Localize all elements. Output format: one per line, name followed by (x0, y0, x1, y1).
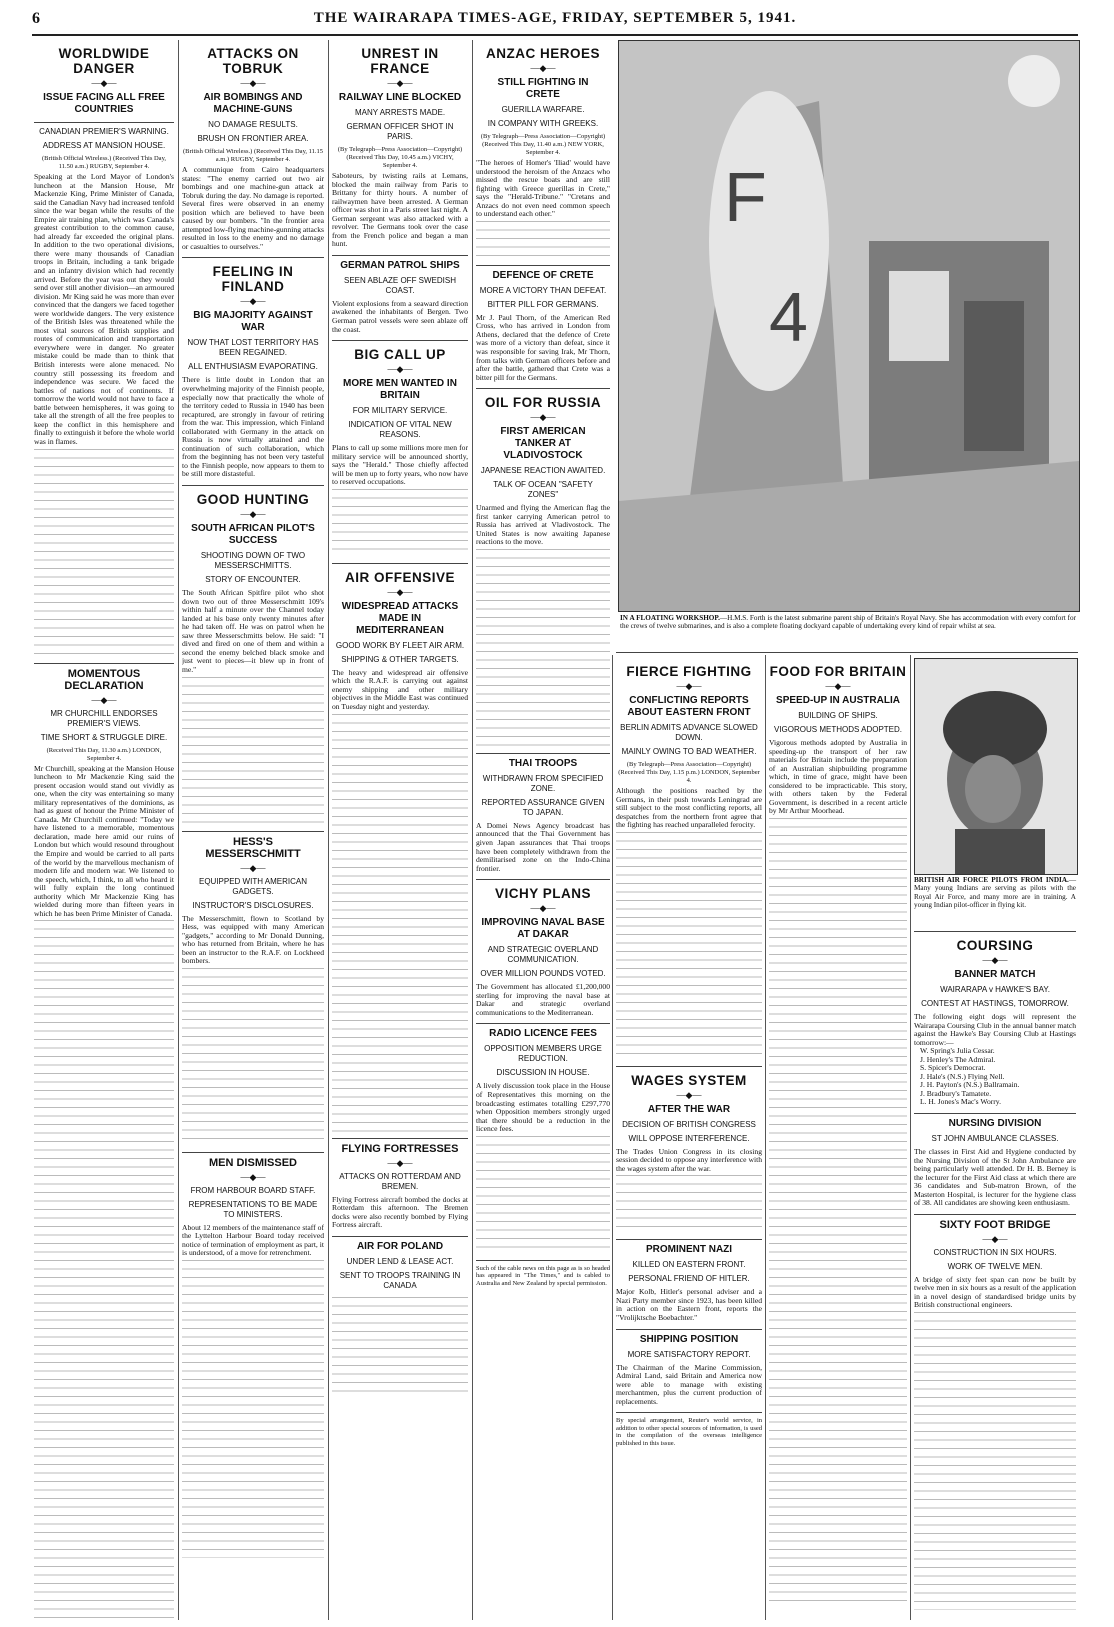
headline: MEN DISMISSED (208, 1156, 297, 1169)
article-text-continued (332, 712, 468, 1132)
divider (332, 340, 468, 341)
column-rule (472, 40, 473, 1620)
subheadline: BIG MAJORITY AGAINST WAR (193, 310, 313, 334)
dateline: (British Official Wireless.) (Received This Day, 11.15 a.m.) RUGBY, September 4. (182, 148, 324, 163)
caption-lead: BRITISH AIR FORCE PILOTS FROM INDIA. (914, 876, 1069, 884)
article-body: "The heroes of Homer's 'Iliad' would have understood the heroism of the Anzacs who missed the rescue boats and are still fighting with Greece guerillas in Crete," says the "Herald-Tribune." "Cretans and Anzacs do not even need common speech to understand each other." (476, 158, 610, 219)
indian-pilot-photo (914, 658, 1078, 875)
article-text-continued (616, 830, 762, 1060)
deck: CANADIAN PREMIER'S WARNING. (39, 127, 169, 136)
column-rule (178, 40, 179, 1620)
divider: —◆— (240, 862, 266, 873)
newspaper-title: THE WAIRARAPA TIMES-AGE, FRIDAY, SEPTEMBER 5, 1941. (313, 10, 797, 26)
headline: OIL FOR RUSSIA (484, 395, 602, 411)
article-body: The Messerschmitt, flown to Scotland by Hess, was equipped with many American "gadgets," according to Mr Donald Dunning, who has returned from Britain, where he has been an instructor to the R.A.F. on Lockheed bombers. (182, 913, 324, 966)
masthead (32, 8, 1078, 36)
article-body: Violent explosions from a seaward direction awakened the inhabitants of Bergen. Two German patrol vessels were seen ablaze off the coast. (332, 298, 468, 334)
pilot-portrait-illustration (915, 659, 1077, 874)
divider: —◆— (530, 903, 556, 914)
dateline: (By Telegraph—Press Association—Copyright) (Received This Day, 10.45 a.m.) VICHY, September 4. (337, 146, 463, 169)
svg-text:4: 4 (769, 278, 808, 356)
deck: EQUIPPED WITH AMERICAN GADGETS. (198, 876, 307, 896)
list-item: J. Hale's (N.S.) Flying Nell. (920, 1071, 1005, 1081)
divider: —◆— (982, 1233, 1008, 1244)
divider: —◆— (387, 1157, 413, 1168)
article-text-continued (616, 1173, 762, 1233)
headline: FLYING FORTRESSES (341, 1142, 459, 1155)
deck: CONSTRUCTION IN SIX HOURS. (933, 1247, 1057, 1257)
column-4 (476, 40, 610, 1620)
subheadline: AIR FOR POLAND (356, 1240, 444, 1252)
divider: —◆— (676, 1089, 702, 1100)
article-body: Unarmed and flying the American flag the first tanker carrying American petrol to Russia has arrived at Vladivostock. The United States is now awaiting Japanese reactions to the move. (476, 503, 610, 547)
deck: TALK OF OCEAN "SAFETY ZONES" (493, 480, 593, 500)
divider: —◆— (982, 955, 1008, 965)
divider (476, 388, 610, 389)
headline: UNREST IN FRANCE (361, 46, 439, 76)
article-body: The Chairman of the Marine Commission, Admiral Land, said Britain and America now were able to manage with existing merchantmen, plus the current production of replacements. (616, 1362, 762, 1406)
divider: —◆— (387, 364, 413, 375)
deck: BUILDING OF SHIPS. (798, 711, 878, 720)
article-text-continued (476, 1134, 610, 1254)
column-rule (765, 655, 766, 1620)
deck: MANY ARRESTS MADE. (354, 108, 446, 117)
article-text-continued (769, 816, 907, 1606)
deck: MAINLY OWING TO BAD WEATHER. (621, 747, 757, 756)
headline: ATTACKS ON TOBRUK (207, 46, 299, 76)
photo-caption (620, 614, 1076, 631)
list-item: J. Bradbury's Tamatete. (920, 1088, 992, 1098)
headline: FIERCE FIGHTING (626, 664, 752, 679)
divider: —◆— (240, 1171, 266, 1182)
deck: GERMAN OFFICER SHOT IN PARIS. (346, 122, 454, 141)
deck: INDICATION OF VITAL NEW REASONS. (348, 420, 452, 440)
headline: MOMENTOUS DECLARATION (64, 667, 144, 692)
deck: WILL OPPOSE INTERFERENCE. (628, 1133, 750, 1143)
subheadline: GERMAN PATROL SHIPS (340, 259, 460, 271)
divider (476, 753, 610, 754)
subheadline: RADIO LICENCE FEES (489, 1028, 597, 1040)
dateline: (By Telegraph—Press Association—Copyright) (Received This Day, 11.40 a.m.) NEW YORK, September 4. (480, 133, 606, 156)
headline: VICHY PLANS (494, 886, 592, 902)
article-text-continued (914, 1310, 1076, 1610)
workshop-photo-illustration (619, 41, 1079, 611)
deck: PERSONAL FRIEND OF HITLER. (628, 1274, 750, 1284)
column-rule (612, 655, 613, 1620)
divider (34, 122, 174, 123)
footnote: By special arrangement, Reuter's world service, in addition to other special sources of information, is used in the compilation of the overseas intelligence published in this issue. (616, 1417, 762, 1447)
divider (616, 1066, 762, 1067)
divider (914, 1113, 1076, 1114)
subheadline: ISSUE FACING ALL FREE COUNTRIES (43, 92, 165, 115)
deck: VIGOROUS METHODS ADOPTED. (773, 725, 902, 734)
divider (332, 255, 468, 256)
page-number: 6 (32, 10, 40, 27)
article-body: Saboteurs, by twisting rails at Lemans, blocked the main railway from Paris to Brittany for thirty hours. A number of railwaymen have been arrested. A German officer was shot in a Paris street last night. A German sergeant was also attacked with a revolver. The Germans took over the case from the French police and began a man hunt. (332, 171, 468, 249)
article-body: A bridge of sixty feet span can now be built by twelve men in six hours as a result of the application in a novel design of standardised bridge units by British constructional engineers. (914, 1274, 1076, 1310)
deck: NOW THAT LOST TERRITORY HAS BEEN REGAINED. (187, 338, 319, 358)
deck: AND STRATEGIC OVERLAND COMMUNICATION. (487, 945, 599, 965)
article-body: The following eight dogs will represent the Wairarapa Coursing Club in the annual banner match against the Hawke's Bay Coursing Club at Hastings tomorrow:— (914, 1012, 1076, 1047)
article-text-continued (182, 675, 324, 825)
article-text-continued (34, 447, 174, 657)
headline: WAGES SYSTEM (631, 1072, 747, 1088)
article-body: Speaking at the Lord Mayor of London's luncheon at the Mansion House, Mr Mackenzie King, Prime Minister of Canada, said the Canadian Navy had increased tenfold since the war began while the results of the Empire air training plan, which was Canada's greatest contribution to the common cause, had already far exceeded the original plans. In addition to the two operational divisions, there were many thousands of Canadian troops in Britain, including a tank brigade and an infantry division which had recently arrived. Before the year was out they would send over still another division—an armoured division. Mr King said he was more than ever convinced that the dangers we faced together were worldwide dangers. The very existence of the British Isles was threatened while the most vital sources of British supplies and routes of communication and transportation everywhere were in danger. No greater mistake could be made than to think that British interests were alone menaced. No country still possessing its freedom and independence was secure. We faced the battles of nations not of continents. If tomorrow the world would not have to face a battle between hemispheres, it was going to take all the strength of all the free peoples to keep the conflict in this hemisphere and finally to extinguish it before the whole world was in flames. (34, 172, 174, 446)
caption-lead: IN A FLOATING WORKSHOP. (620, 614, 720, 622)
subheadline: FIRST AMERICAN TANKER AT VLADIVOSTOCK (500, 426, 586, 462)
deck: SHOOTING DOWN OF TWO MESSERSCHMITTS. (200, 551, 306, 571)
divider (476, 879, 610, 880)
deck: BITTER PILL FOR GERMANS. (487, 299, 599, 309)
article-body: There is little doubt in London that an overwhelming majority of the Finnish people, especially now that practically the whole of the territory ceded to Russia in 1940 has been recaptured, are strongly in favour of retiring from the war. This impression, which Finland collaborated with Germany in the attack on Russia is now virtually attained and the continuation of such collaboration, which from the beginning has not been very tasteful to the Finnish people, now appears to them to be still more distasteful. (182, 375, 324, 479)
subheadline: THAI TROOPS (508, 757, 578, 769)
deck: SHIPPING & OTHER TARGETS. (341, 654, 459, 664)
divider: —◆— (676, 681, 702, 691)
deck: WORK OF TWELVE MEN. (947, 1261, 1043, 1271)
article-body: Plans to call up some millions more men for military service will be announced shortly, says the "Herald." Those chiefly affected will be men up to forty years, who now have to reserved occupations. (332, 443, 468, 487)
deck: ALL ENTHUSIASM EVAPORATING. (188, 362, 318, 372)
list-item: S. Spicer's Democrat. (920, 1063, 986, 1073)
column-2 (182, 40, 324, 1620)
divider (332, 1138, 468, 1139)
dateline: (By Telegraph—Press Association—Copyright) (Received This Day, 1.15 p.m.) LONDON, September 4. (618, 761, 760, 784)
column-1 (34, 40, 174, 1620)
column-7 (914, 925, 1076, 1618)
divider (476, 1260, 610, 1261)
divider (616, 1329, 762, 1330)
deck: KILLED ON EASTERN FRONT. (632, 1260, 746, 1270)
divider (476, 265, 610, 266)
divider: —◆— (825, 681, 851, 691)
deck: ADDRESS AT MANSION HOUSE. (42, 141, 166, 150)
deck: MR CHURCHILL ENDORSES PREMIER'S VIEWS. (50, 708, 158, 728)
subheadline: RAILWAY LINE BLOCKED (338, 92, 462, 103)
deck: OPPOSITION MEMBERS URGE REDUCTION. (484, 1044, 602, 1064)
column-5 (616, 658, 762, 1618)
submarine-depot-photo (618, 40, 1080, 612)
divider (914, 1214, 1076, 1215)
headline: ANZAC HEROES (485, 46, 600, 61)
headline: GOOD HUNTING (196, 492, 310, 508)
article-body: The heavy and widespread air offensive which the R.A.F. is carrying out against enemy shipping and other military objectives in the Middle East was continued on Tuesday night and yesterday. (332, 667, 468, 712)
list-item: L. H. Jones's Mac's Worry. (920, 1097, 1002, 1107)
article-text-continued (332, 487, 468, 557)
deck: WITHDRAWN FROM SPECIFIED ZONE. (482, 773, 604, 793)
subheadline: NURSING DIVISION (948, 1118, 1042, 1130)
article-text-continued (476, 547, 610, 747)
subheadline: STILL FIGHTING IN CRETE (497, 77, 589, 100)
deck: MORE SATISFACTORY REPORT. (627, 1349, 751, 1359)
divider: —◆— (387, 78, 413, 88)
subheadline: SOUTH AFRICAN PILOT'S SUCCESS (191, 523, 315, 547)
deck: SENT TO TROOPS TRAINING IN CANADA (339, 1270, 461, 1290)
list-item: J. H. Payton's (N.S.) Ballramain. (920, 1080, 1020, 1090)
article-body: Flying Fortress aircraft bombed the docks at Rotterdam this afternoon. The Bremen docks were also recently bombed by Flying Fortress aircraft. (332, 1194, 468, 1230)
article-body: Mr Churchill, speaking at the Mansion House luncheon to Mr Mackenzie King said the present occasion would stand out vividly as one, when the city was entertaining so many military representatives of the dominions, as had as guest of honour the Prime Minister of Canada. Mr Churchill continued: "Today we have listened to a memorable, momentous declaration, made here amid our ruins of London but which would resound throughout the Empire and would be carried to all parts of the world by the marvellous mechanism of modern life and modern war. We listened to the speech, which, I think, to all who heard it will fully explain the long continued authority which Mr Mackenzie King has wielded during more than fifteen years in which he has been Prime Minister of Canada. (34, 763, 174, 918)
deck: IN COMPANY WITH GREEKS. (487, 119, 599, 128)
deck: BERLIN ADMITS ADVANCE SLOWED DOWN. (620, 723, 758, 742)
deck: STORY OF ENCOUNTER. (205, 575, 301, 585)
article-body: A communique from Cairo headquarters states: "The enemy carried out two air bombings and one machine-gun attack at Tobruk during the day. No damage is reported. Several fires were observed in an enemy position which are believed to have been caused by our bombers. "In the frontier area attempted low-flying machine-gunning attacks resulted in loss to the enemy and no damage or casualties to ourselves." (182, 165, 324, 251)
article-body: A Domei News Agency broadcast has announced that the Thai Government has given Japan assurances that Thai troops have been completely withdrawn from the demilitarised zone on the Indo-China frontier. (476, 820, 610, 873)
deck: JAPANESE REACTION AWAITED. (480, 466, 606, 476)
column-rule (328, 40, 329, 1620)
article-body: A lively discussion took place in the House of Representatives this morning on the broadcasting estimates totalling £297,770 when Opposition members strongly urged that there should be a reduction in the licence fees. (476, 1081, 610, 1134)
caption-text: —Many young Indians are serving as pilots with the Royal Air Force, and many more are in training. A young Indian pilot-officer in flying kit. (914, 876, 1076, 910)
article-body: About 12 members of the maintenance staff of the Lyttelton Harbour Board today received notice of termination of employment as part, it is understood, of a move for retrenchment. (182, 1222, 324, 1258)
dog-list (914, 1047, 1076, 1107)
column-3 (332, 40, 468, 1620)
deck: GOOD WORK BY FLEET AIR ARM. (335, 640, 465, 650)
dateline: (Received This Day, 11.30 a.m.) LONDON, September 4. (46, 746, 162, 762)
article-body: Major Kolb, Hitler's personal adviser and a Nazi Party member since 1923, has been killed in action on the Eastern front, reports the "Vrolijktsche Boebachter." (616, 1287, 762, 1323)
divider: —◆— (91, 78, 117, 88)
column-6 (769, 658, 907, 1618)
subheadline: SHIPPING POSITION (639, 1333, 739, 1345)
divider (182, 257, 324, 258)
divider: —◆— (240, 296, 266, 307)
article-body: Mr J. Paul Thorn, of the American Red Cross, who has arrived in London from Athens, declared that the defence of Crete was more of a victory than defeat, since it was responsible for saving Irak, Mr Thorn, from talks with German officers before and after the battle, gathered that Crete was a bitter pill for the Germans. (476, 312, 610, 382)
divider: —◆— (91, 694, 117, 705)
article-text-continued (34, 918, 174, 1618)
deck: UNDER LEND & LEASE ACT. (346, 1256, 454, 1266)
caption-text: —H.M.S. Forth is the latest submarine parent ship of Britain's Royal Navy. She has accommodation with every comfort for the crews of twelve submarines, and is also a complete floating dockyard capable of undertaking every kind of repair whilst at sea. (620, 614, 1076, 631)
deck: INSTRUCTOR'S DISCLOSURES. (192, 900, 314, 910)
article-body: The Trades Union Congress in its closing session decided to oppose any interference with the wages system after the war. (616, 1146, 762, 1173)
photo-caption (914, 876, 1076, 910)
deck: CONTEST AT HASTINGS, TOMORROW. (921, 999, 1069, 1008)
headline: FEELING IN FINLAND (212, 264, 294, 295)
deck: MORE A VICTORY THAN DEFEAT. (479, 285, 607, 295)
article-body: The classes in First Aid and Hygiene conducted by the Nursing Division of the St John Ambulance are being particularly well attended. Dr H. B. Berney is the lecturer for the First Aid class at which there are 36 candidates and Sub-matron Brown, of the Masterton Hospital, is lecturer for the hygiene class of 38. All candidates are showing keen enthusiasm. (914, 1147, 1076, 1208)
divider: —◆— (387, 586, 413, 597)
divider (182, 1152, 324, 1153)
article-text-continued (182, 1258, 324, 1558)
subheadline: AFTER THE WAR (647, 1103, 731, 1115)
article-body: The South African Spitfire pilot who shot down two out of three Messerschmitt 109's within half a minute over the Channel today landed at his base only twenty minutes after he had taken off. He was on patrol when he saw three Messerschmitts below. He said: "I dived and fired on one of them and within a second the enemy belched black smoke and just went to pieces—it blew up in front of me." (182, 588, 324, 674)
subheadline: IMPROVING NAVAL BASE AT DAKAR (481, 917, 605, 941)
divider (616, 1412, 762, 1413)
divider: —◆— (240, 509, 266, 520)
article-text-continued (182, 966, 324, 1146)
subheadline: AIR BOMBINGS AND MACHINE-GUNS (203, 92, 303, 115)
headline: COURSING (956, 938, 1034, 953)
subheadline: CONFLICTING REPORTS ABOUT EASTERN FRONT (627, 695, 751, 718)
deck: FOR MILITARY SERVICE. (352, 406, 448, 416)
divider: —◆— (530, 63, 556, 73)
subheadline: DEFENCE OF CRETE (492, 269, 594, 281)
list-item: W. Spring's Julia Cessar. (920, 1046, 995, 1056)
subheadline: PROMINENT NAZI (645, 1244, 733, 1256)
deck: REPORTED ASSURANCE GIVEN TO JAPAN. (481, 797, 605, 817)
divider (616, 1239, 762, 1240)
deck: GUERILLA WARFARE. (501, 105, 585, 114)
list-item: J. Henley's The Admiral. (920, 1054, 996, 1064)
deck: OVER MILLION POUNDS VOTED. (480, 969, 606, 979)
article-body: Vigorous methods adopted by Australia in speeding-up the transport of her raw materials for Britain include the preparation of an Australian shipbuilding programme which, in time of grace, might have been considered to be impracticable. This story, with others taken by the Federal Government, is described in a recent article by Mr Arthur Moorhead. (769, 738, 907, 816)
subheadline: MORE MEN WANTED IN BRITAIN (343, 378, 457, 402)
subheadline: WIDESPREAD ATTACKS MADE IN MEDITERRANEAN (341, 600, 459, 636)
deck: REPRESENTATIONS TO BE MADE TO MINISTERS. (188, 1199, 318, 1219)
headline: HESS'S MESSERSCHMITT (205, 835, 301, 860)
divider (332, 563, 468, 564)
dateline: (British Official Wireless.) (Received This Day, 11.50 a.m.) RUGBY, September 4. (41, 155, 167, 170)
divider (914, 931, 1076, 932)
svg-text:F: F (724, 158, 767, 236)
deck: DISCUSSION IN HOUSE. (496, 1068, 590, 1078)
deck: WAIRARAPA v HAWKE'S BAY. (940, 985, 1050, 994)
deck: ATTACKS ON ROTTERDAM AND BREMEN. (339, 1171, 461, 1191)
divider (476, 1023, 610, 1024)
divider (34, 663, 174, 664)
article-body: The Government has allocated £1,200,000 sterling for improving the naval base at Dakar and strategic overland communications to the Mediterranean. (476, 982, 610, 1017)
article-text-continued (332, 1295, 468, 1395)
divider (182, 831, 324, 832)
headline: AIR OFFENSIVE (344, 569, 455, 585)
divider (182, 485, 324, 486)
deck: TIME SHORT & STRUGGLE DIRE. (40, 732, 168, 742)
article-body: Although the positions reached by the Germans, in their push towards Leningrad are still subject to the most conflicting reports, all despatches from the northern front agree that the fighting has reached unparalleled ferocity. (616, 786, 762, 830)
subheadline: SPEED-UP IN AUSTRALIA (776, 695, 900, 706)
deck: NO DAMAGE RESULTS. (208, 120, 298, 129)
headline: SIXTY FOOT BRIDGE (939, 1218, 1051, 1231)
divider (616, 652, 1078, 653)
headline: BIG CALL UP (354, 347, 446, 363)
deck: FROM HARBOUR BOARD STAFF. (190, 1185, 316, 1195)
headline: FOOD FOR BRITAIN (769, 664, 907, 679)
subheadline: BANNER MATCH (954, 969, 1036, 980)
divider (332, 1236, 468, 1237)
deck: ST JOHN AMBULANCE CLASSES. (931, 1134, 1059, 1144)
deck: BRUSH ON FRONTIER AREA. (197, 134, 309, 143)
deck: DECISION OF BRITISH CONGRESS (622, 1119, 756, 1129)
deck: SEEN ABLAZE OFF SWEDISH COAST. (343, 275, 457, 295)
column-rule (910, 655, 911, 1620)
divider: —◆— (240, 78, 266, 88)
headline: WORLDWIDE DANGER (58, 46, 150, 76)
article-text-continued (476, 219, 610, 259)
footnote: Such of the cable news on this page as is so headed has appeared in "The Times," and is cabled to Australia and New Zealand by special permission. (476, 1264, 610, 1287)
divider: —◆— (530, 412, 556, 423)
